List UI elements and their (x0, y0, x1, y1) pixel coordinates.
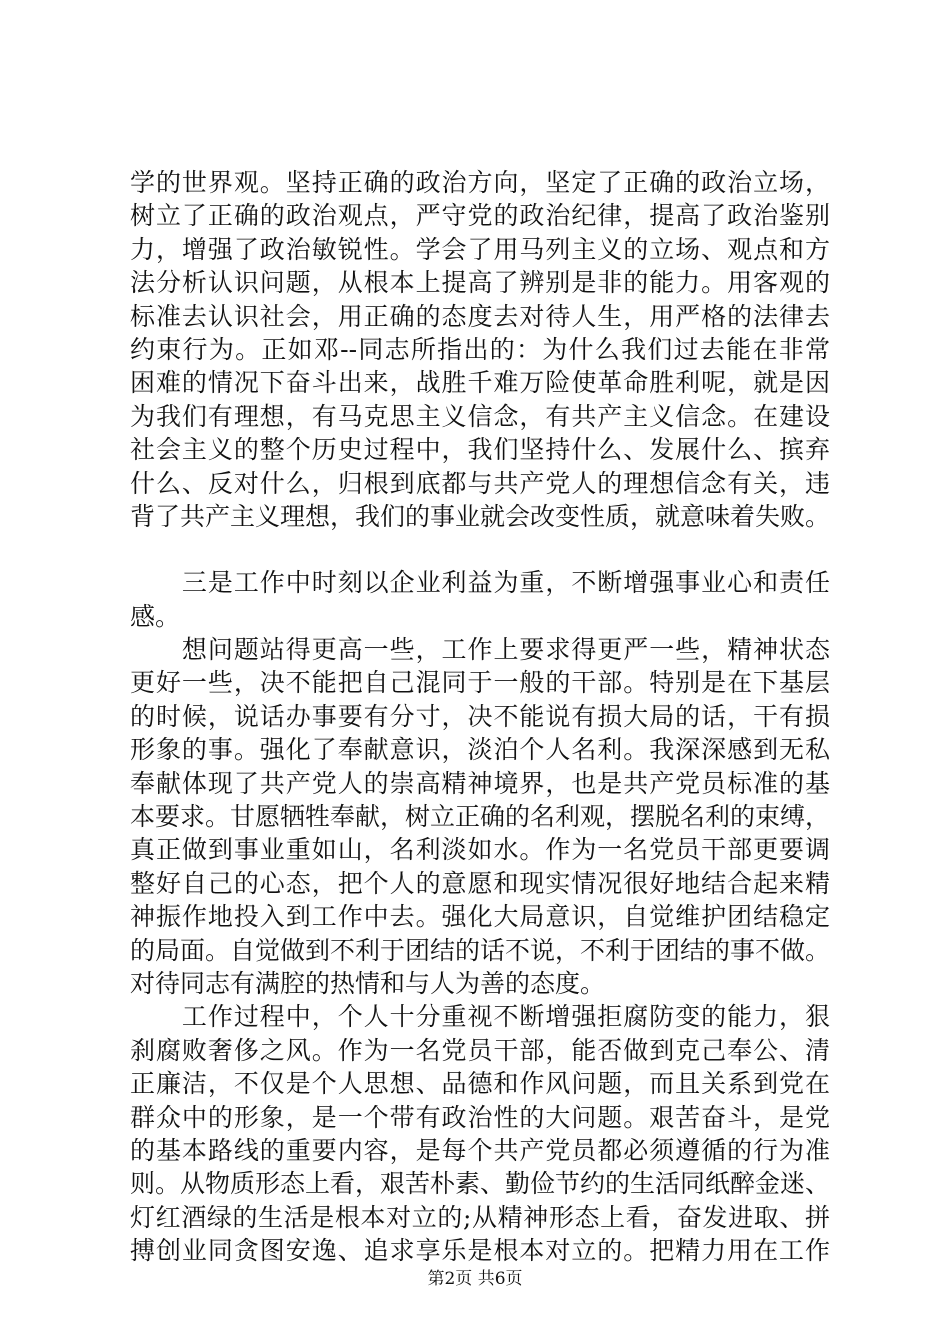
text-line: 形象的事。强化了奉献意识，淡泊个人名利。我深深感到无私 (130, 735, 830, 765)
text-line: 标准去认识社会，用正确的态度去对待人生，用严格的法律去 (130, 301, 830, 331)
text-line: 正廉洁，不仅是个人思想、品德和作风问题，而且关系到党在 (130, 1069, 830, 1099)
text-line: 社会主义的整个历史过程中，我们坚持什么、发展什么、摈弃 (130, 435, 830, 465)
text-line: 的基本路线的重要内容，是每个共产党员都必须遵循的行为准 (130, 1135, 830, 1165)
document-body (130, 166, 830, 1268)
text-line: 奉献体现了共产党人的崇高精神境界，也是共产党员标准的基 (130, 768, 830, 798)
paragraph-2 (130, 566, 830, 633)
text-line: 更好一些，决不能把自己混同于一般的干部。特别是在下基层 (130, 668, 830, 698)
text-line: 对待同志有满腔的热情和与人为善的态度。 (130, 968, 606, 998)
text-line: 灯红酒绿的生活是根本对立的;从精神形态上看，奋发进取、拼 (130, 1202, 830, 1232)
text-line: 学的世界观。坚持正确的政治方向，坚定了正确的政治立场， (130, 168, 830, 197)
text-line: 群众中的形象，是一个带有政治性的大问题。艰苦奋斗，是党 (130, 1102, 830, 1132)
text-line: 真正做到事业重如山，名利淡如水。作为一名党员干部更要调 (130, 835, 830, 865)
text-line: 的局面。自觉做到不利于团结的话不说，不利于团结的事不做。 (130, 935, 831, 965)
text-line: 背了共产主义理想，我们的事业就会改变性质，就意味着失败。 (130, 501, 831, 531)
text-line: 力，增强了政治敏锐性。学会了用马列主义的立场、观点和方 (130, 234, 830, 264)
text-line: 法分析认识问题，从根本上提高了辨别是非的能力。用客观的 (130, 268, 830, 298)
text-line: 本要求。甘愿牺牲奉献，树立正确的名利观，摆脱名利的束缚， (130, 802, 831, 832)
text-line: 则。从物质形态上看，艰苦朴素、勤俭节约的生活同纸醉金迷、 (130, 1169, 831, 1199)
text-line: 什么、反对什么，归根到底都与共产党人的理想信念有关，违 (130, 468, 830, 498)
text-line: 困难的情况下奋斗出来，战胜千难万险使革命胜利呢，就是因 (130, 368, 830, 398)
text-line: 神振作地投入到工作中去。强化大局意识，自觉维护团结稳定 (130, 902, 830, 932)
paragraph-4 (130, 1000, 830, 1267)
text-line: 刹腐败奢侈之风。作为一名党员干部，能否做到克己奉公、清 (130, 1035, 830, 1065)
paragraph-gap (130, 533, 830, 566)
text-line: 整好自己的心态，把个人的意愿和现实情况很好地结合起来精 (130, 868, 830, 898)
text-line: 搏创业同贪图安逸、追求享乐是根本对立的。把精力用在工作 (130, 1236, 830, 1266)
paragraph-1 (130, 166, 830, 533)
text-line: 树立了正确的政治观点，严守党的政治纪律，提高了政治鉴别 (130, 201, 830, 231)
page-number-footer: 第2页 共6页 (427, 1269, 523, 1289)
text-line: 约束行为。正如邓--同志所指出的：为什么我们过去能在非常 (130, 334, 830, 364)
text-line: 想问题站得更高一些，工作上要求得更严一些，精神状态 (130, 635, 830, 665)
text-line: 工作过程中，个人十分重视不断增强拒腐防变的能力，狠 (130, 1002, 830, 1032)
text-line: 感。 (130, 601, 181, 631)
text-line: 为我们有理想，有马克思主义信念，有共产主义信念。在建设 (130, 401, 830, 431)
text-line: 的时候，说话办事要有分寸，决不能说有损大局的话，干有损 (130, 701, 830, 731)
paragraph-3 (130, 633, 830, 1000)
text-line: 三是工作中时刻以企业利益为重，不断增强事业心和责任 (130, 568, 830, 598)
